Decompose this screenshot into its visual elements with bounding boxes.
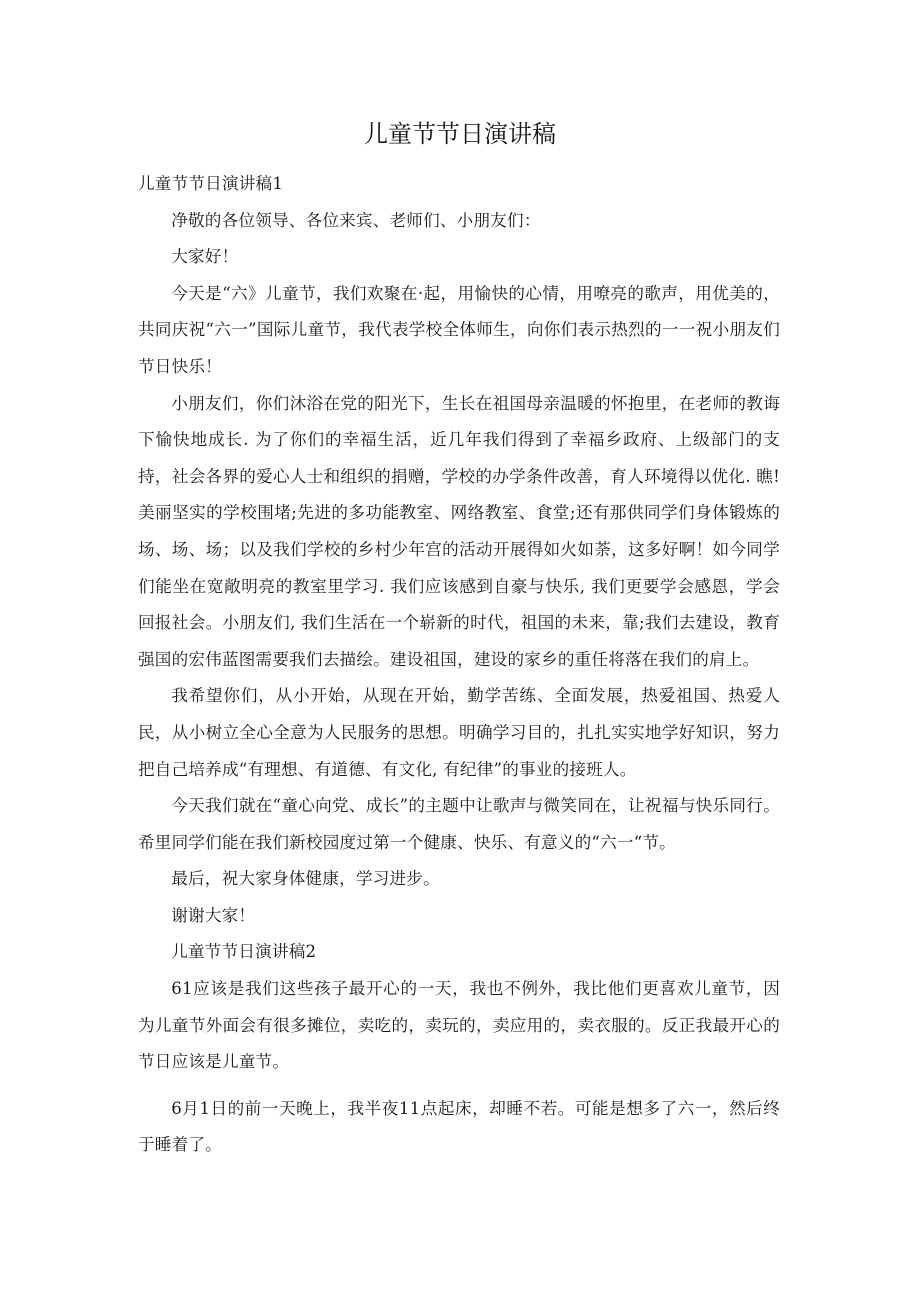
document-title: 儿童节节日演讲稿	[364, 120, 556, 148]
body-paragraph: 6月1日的前一天晚上，我半夜11点起床，却睡不若。可能是想多了六一，然后终于睡着了。	[138, 1098, 780, 1155]
greeting-paragraph: 净敬的各位领导、各位来宾、老师们、小朋友们：	[171, 210, 541, 230]
body-paragraph: 61应该是我们这些孩子最开心的一天，我也不例外，我比他们更喜欢儿童节，因为儿童节外面会有很多摊位，卖吃的，卖玩的，卖应用的，卖衣服的。反正我最开心的节日应该是儿童节。	[138, 979, 780, 1072]
body-paragraph: 今天我们就在“童心向党、成长”的主题中让歌声与微笑同在，让祝福与快乐同行。希里同学们能在我们新校园度过第一个健康、快乐、有意义的“六一“节。	[138, 796, 780, 852]
thanks-paragraph: 谢谢大家！	[171, 905, 256, 925]
section-2-heading: 儿童节节日演讲稿2	[171, 942, 317, 962]
section-1-heading: 儿童节节日演讲稿1	[138, 174, 284, 193]
body-paragraph: 小朋友们，你们沐浴在党的阳光下，生长在祖国母亲温暖的怀抱里，在老师的教诲下愉快地成长. 为了你们的幸福生活，近几年我们得到了幸福乡政府、上级部门的支持，社会各界的爱心人士和组织的捐赠，学校的办学条件改善，育人环境得以优化. 瞧! 美丽坚实的学校围堵;先进的多功能教室、网络教室、食堂;还有那供同学们身体锻炼的场、场、场；以及我们学校的乡村少年宫的活动开展得如火如荼，这多好啊！如今同学们能坐在宽敞明亮的教室里学习. 我们应该感到自豪与快乐, 我们更要学会感恩，学会回报社会。小朋友们, 我们生活在一个崭新的时代，祖国的未来，靠;我们去建设，教育强国的宏伟蓝图需要我们去描绘。建设祖国，建设的家乡的重任将落在我们的肩上。	[138, 393, 780, 669]
body-paragraph: 今天是“六》儿童节，我们欢聚在·起，用愉快的心情，用嘹亮的歌声，用优美的，共同庆祝“六一”国际儿童节，我代表学校全体师生，向你们表示热烈的一一祝小朋友们节日快乐！	[138, 283, 780, 376]
closing-paragraph: 最后，祝大家身体健康，学习进步。	[171, 869, 440, 889]
hello-paragraph: 大家好！	[171, 247, 239, 267]
body-paragraph: 我希望你们，从小开始，从现在开始，勤学苦练、全面发展，热爱祖国、热爱人民，从小树立全心全意为人民服务的思想。明确学习目的，扎扎实实地学好知识，努力把自己培养成“有理想、有道德、有文化, 有纪律”的事业的接班人。	[138, 686, 780, 779]
document-body	[138, 166, 780, 1164]
